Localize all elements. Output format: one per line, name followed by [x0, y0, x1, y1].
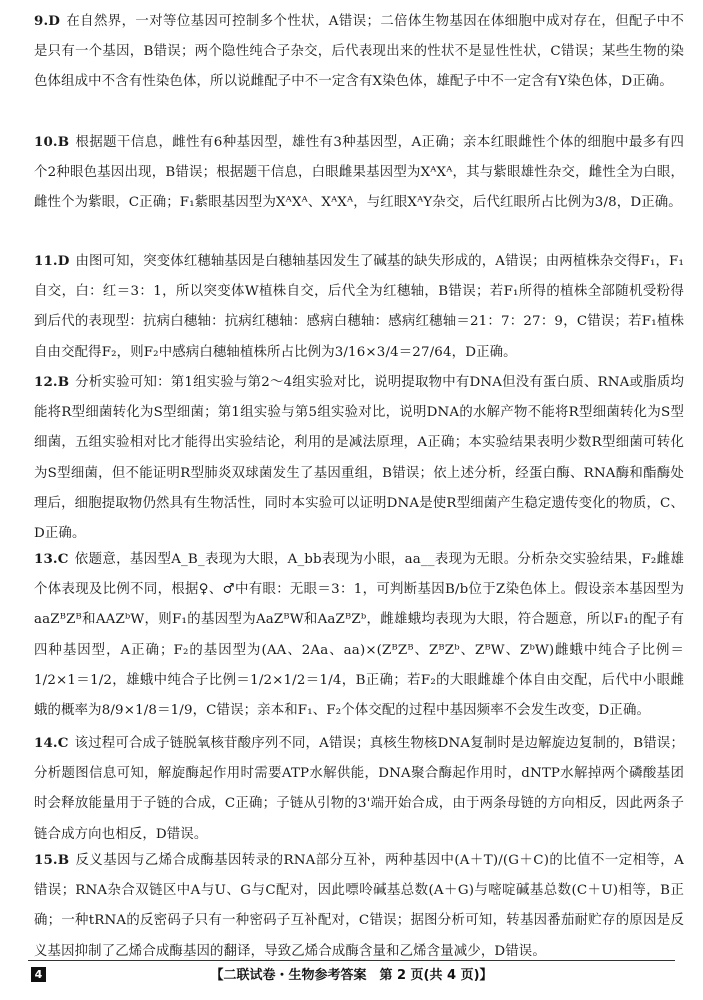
answer-letter: B: [57, 374, 70, 390]
answer-explanation: 在自然界，一对等位基因可控制多个性状，A错误；二倍体生物基因在体细胞中成对存在，但配子中不是只有一个基因，B错误；两个隐性纯合子杂交，后代表现出来的性状不是显性性状，C错误；某些生物的染色体组成中不含有性染色体，所以说雌配子中不一定含有X染色体，雄配子中不一定含有Y染色体，D正确。: [34, 14, 684, 90]
answer-number: 15.: [34, 852, 58, 868]
answer-explanation: 分析实验可知：第1组实验与第2～4组实验对比，说明提取物中有DNA但没有蛋白质、RNA或脂质均能将R型细菌转化为S型细菌；第1组实验与第5组实验对比，说明DNA的水解产物不能将R型细菌转化为S型细菌，五组实验相对比才能得出实验结论，利用的是减法原理，A正确；本实验结果表明少数R型细菌可转化为S型细菌，但不能证明R型肺炎双球菌发生了基因重组，B错误；依上述分析，经蛋白酶、RNA酶和酯酶处理后，细胞提取物仍然具有生物活性，同时本实验可以证明DNA是使R型细菌产生稳定遗传变化的物质，C、D正确。: [34, 375, 684, 542]
answer-letter: B: [57, 134, 70, 150]
answer-letter: B: [57, 852, 70, 868]
answer-11: [34, 246, 684, 368]
page-footer: 【二联试卷・生物参考答案 第 2 页(共 4 页)】: [210, 968, 493, 983]
answer-letter: D: [57, 253, 70, 269]
answer-explanation: 该过程可合成子链脱氧核苷酸序列不同，A错误；真核生物核DNA复制时是边解旋边复制的，B错误；分析题图信息可知，解旋酶起作用时需要ATP水解供能，DNA聚合酶起作用时，dNTP水解掉两个磷酸基团时会释放能量用于子链的合成，C正确；子链从引物的3'端开始合成，由于两条母链的方向相反，因此两条子链合成方向也相反，D错误。: [34, 736, 684, 842]
answer-number: 12.: [34, 374, 58, 390]
answer-14: [34, 728, 684, 850]
answer-letter: C: [57, 735, 69, 751]
answer-13: [34, 544, 684, 726]
answer-number: 9.: [34, 13, 49, 29]
answer-number: 11.: [34, 253, 58, 269]
answer-9: [34, 6, 684, 98]
answer-explanation: 依题意，基因型A_B_表现为大眼，A_bb表现为小眼，aa__表现为无眼。分析杂交实验结果，F₂雌雄个体表现及比例不同，根据♀、♂中有眼：无眼＝3：1，可判断基因B/b位于Z染色体上。假设亲本基因型为aaZᴮZᴮ和AAZᵇW，则F₁的基因型为AaZᴮW和AaZᴮZᵇ，雌雄蛾均表现为大眼，符合题意，所以F₁的配子有四种基因型，A正确；F₂的基因型为(AA、2Aa、aa)×(ZᴮZᴮ、ZᴮZᵇ、ZᴮW、ZᵇW)雌蛾中纯合子比例＝1/2×1＝1/2，雄蛾中纯合子比例＝1/2×1/2＝1/4，B正确；若F₂的大眼雌雄个体自由交配，后代中小眼雌蛾的概率为8/9×1/8＝1/9，C错误；亲本和F₁、F₂个体交配的过程中基因频率不会发生改变，D正确。: [34, 552, 684, 719]
page-number-badge: 4: [31, 967, 46, 982]
answer-explanation: 由图可知，突变体红穗轴基因是白穗轴基因发生了碱基的缺失形成的，A错误；由两植株杂交得F₁，F₁自交，白：红＝3：1，所以突变体W植株自交，后代全为红穗轴，B错误；若F₁所得的植株全部随机受粉得到后代的表现型：抗病白穗轴：抗病红穗轴：感病白穗轴：感病红穗轴＝21：7：27：9，C错误；若F₁植株自由交配得F₂，则F₂中感病白穗轴植株所占比例为3/16×3/4＝27/64，D正确。: [34, 254, 684, 360]
answer-letter: C: [57, 551, 69, 567]
answer-letter: D: [48, 13, 61, 29]
answer-12: [34, 367, 684, 549]
answer-explanation: 根据题干信息，雌性有6种基因型，雄性有3种基因型，A正确；亲本红眼雌性个体的细胞中最多有四个2种眼色基因出现，B错误；根据题干信息，白眼雌果基因型为XᴬXᴬ，其与紫眼雄性杂交，雌性全为白眼，雌性个为紫眼，C正确；F₁紫眼基因型为XᴬXᴬ、XᴬXᴬ，与红眼XᴬY杂交，后代红眼所占比例为3/8，D正确。: [34, 135, 684, 211]
answer-number: 13.: [34, 551, 58, 567]
answer-explanation: 反义基因与乙烯合成酶基因转录的RNA部分互补，两种基因中(A＋T)/(G＋C)的比值不一定相等，A错误；RNA杂合双链区中A与U、G与C配对，因此嘌呤碱基总数(A＋G)与嘧啶碱基总数(C＋U)相等，B正确；一种tRNA的反密码子只有一种密码子互补配对，C错误；据图分析可知，转基因番茄耐贮存的原因是反义基因抑制了乙烯合成酶基因的翻译，导致乙烯合成酶含量和乙烯含量减少，D错误。: [34, 853, 684, 959]
answer-10: [34, 127, 684, 219]
answer-number: 10.: [34, 134, 58, 150]
footer-divider: [28, 960, 675, 961]
answer-15: [34, 845, 684, 967]
answer-number: 14.: [34, 735, 58, 751]
